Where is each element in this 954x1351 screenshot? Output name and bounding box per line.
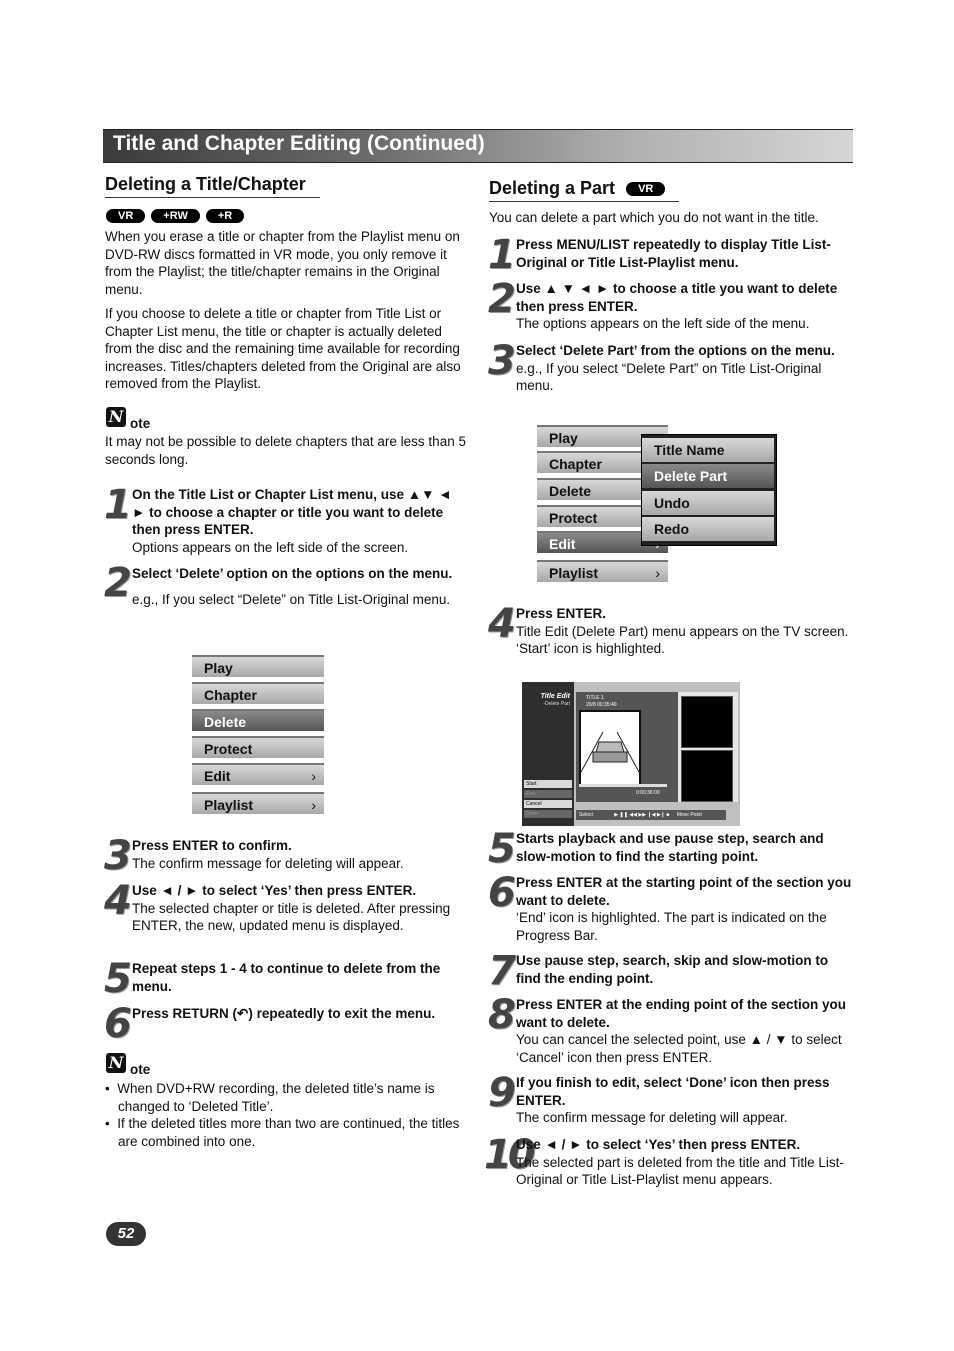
transport-icons: ▶ ❚❚ ◀◀ ▶▶ ❙◀ ▶❙ ■ bbox=[614, 812, 670, 818]
step-number: 4 bbox=[104, 878, 128, 924]
screen-end-button: End bbox=[524, 790, 572, 798]
submenu-item-undo: Undo bbox=[642, 491, 774, 515]
left-step-4: Use ◄ / ► to select ‘Yes’ then press ENTER. The selected chapter or title is deleted. After pressing ENTER, the new, updated menu is displayed. bbox=[132, 883, 451, 933]
right-step-3: Select ‘Delete Part’ from the options on the menu. e.g., If you select “Delete Part” on Title List-Original menu. bbox=[516, 343, 835, 393]
screen-preview-panel bbox=[576, 692, 692, 802]
menu-item-protect: Protect bbox=[192, 736, 324, 758]
left-step-5: Repeat steps 1 - 4 to continue to delete from the menu. bbox=[132, 961, 441, 994]
step-number: 3 bbox=[488, 338, 512, 384]
badge-plus-r: +R bbox=[206, 209, 244, 223]
step-number: 2 bbox=[104, 560, 128, 606]
note2-item: • When DVD+RW recording, the deleted title’s name is changed to ‘Deleted Title’. bbox=[105, 1081, 435, 1114]
step-number: 1 bbox=[104, 482, 128, 528]
left-heading: Deleting a Title/Chapter bbox=[105, 174, 320, 198]
menu-item-play: Play bbox=[537, 425, 668, 447]
right-step-8: Press ENTER at the ending point of the section you want to delete. You can cancel the selected point, use ▲ / ▼ to select ‘Cancel’ icon then press ENTER. bbox=[516, 997, 847, 1065]
step-number: 9 bbox=[488, 1070, 512, 1116]
menu-item-edit: Edit › bbox=[192, 763, 324, 785]
right-step-7: Use pause step, search, skip and slow-motion to find the ending point. bbox=[516, 953, 829, 986]
title-edit-screenshot bbox=[522, 682, 740, 826]
edit-submenu bbox=[641, 434, 777, 546]
page-title: Title and Chapter Editing (Continued) bbox=[113, 132, 485, 155]
menu-item-play: Play bbox=[192, 655, 324, 677]
right-step-6: Press ENTER at the starting point of the section you want to delete. ‘End’ icon is highlighted. The part is indicated on the Progress Bar. bbox=[516, 875, 852, 943]
step-number: 3 bbox=[104, 833, 128, 879]
right-heading: Deleting a Part VR bbox=[489, 178, 679, 202]
screen-start-button: Start bbox=[524, 780, 572, 788]
note2-list bbox=[105, 1080, 469, 1150]
right-step-10: Use ◄ / ► to select ‘Yes’ then press ENTER. The selected part is deleted from the title and Title List-Original or Title List-Playlist menu appears. bbox=[516, 1137, 844, 1187]
left-menu-screenshot bbox=[192, 655, 324, 817]
step-number: 2 bbox=[488, 276, 512, 322]
note2-label: ote bbox=[130, 1062, 151, 1077]
menu-item-delete: Delete bbox=[192, 709, 324, 731]
menu-item-protect: Protect bbox=[537, 505, 668, 527]
step-number: 7 bbox=[488, 948, 512, 994]
screen-hint-bar: Select ▶ ❚❚ ◀◀ ▶▶ ❙◀ ▶❙ ■ Move Point bbox=[576, 810, 726, 820]
screen-subtitle: -Delete Part bbox=[543, 701, 570, 707]
badge-vr: VR bbox=[626, 182, 665, 196]
submenu-item-delete-part: Delete Part bbox=[642, 464, 774, 488]
right-menu-screenshot bbox=[537, 423, 777, 585]
step-number: 6 bbox=[488, 870, 512, 916]
right-step-4: Press ENTER. Title Edit (Delete Part) menu appears on the TV screen. ‘Start’ icon is highlighted. bbox=[516, 606, 849, 656]
section-title-bar bbox=[103, 129, 853, 163]
badge-plus-rw: +RW bbox=[151, 209, 200, 223]
chevron-right-icon: › bbox=[655, 565, 660, 581]
car-image bbox=[581, 712, 639, 784]
left-para2: If you choose to delete a title or chapter from Title List or Chapter List menu, the title or chapter is actually deleted from the disc and the remaining time available for recording increases. Titles/chapters deleted from the Original are also removed from the Playlist. bbox=[105, 306, 461, 391]
submenu-item-title-name: Title Name bbox=[642, 438, 774, 462]
screen-thumbnails bbox=[678, 692, 738, 802]
note2-item: • If the deleted titles more than two are continued, the titles are combined into one. bbox=[105, 1116, 460, 1149]
right-step-5: Starts playback and use pause step, search and slow-motion to find the starting point. bbox=[516, 831, 824, 864]
note1-text: It may not be possible to delete chapters that are less than 5 seconds long. bbox=[105, 434, 466, 467]
chevron-right-icon: › bbox=[311, 768, 316, 784]
left-step-3: Press ENTER to confirm. The confirm message for deleting will appear. bbox=[132, 838, 404, 871]
step-number: 5 bbox=[488, 826, 512, 872]
menu-item-playlist: Playlist › bbox=[192, 792, 324, 814]
page-number: 52 bbox=[106, 1222, 146, 1246]
right-intro: You can delete a part which you do not want in the title. bbox=[489, 210, 819, 225]
note1-label: ote bbox=[130, 416, 151, 431]
left-step-6: Press RETURN (↶) repeatedly to exit the menu. bbox=[132, 1006, 436, 1021]
step-number: 10 bbox=[484, 1132, 532, 1178]
note-icon: N bbox=[106, 1053, 126, 1073]
screen-clip-title: TITLE 1 bbox=[586, 695, 604, 701]
note-icon: N bbox=[106, 407, 126, 427]
right-step-1: Press MENU/LIST repeatedly to display Title List-Original or Title List-Playlist menu. bbox=[516, 237, 831, 270]
menu-item-edit: Edit bbox=[537, 531, 668, 553]
chevron-right-icon: › bbox=[311, 797, 316, 813]
badge-vr: VR bbox=[106, 209, 145, 223]
left-para1: When you erase a title or chapter from the Playlist menu on DVD-RW discs formatted in VR mode, you only remove it from the Playlist; the title/chapter remains in the Original menu. bbox=[105, 229, 460, 297]
screen-done-button: Done bbox=[524, 810, 572, 818]
screen-clip-info: 20/8 00:35:40 bbox=[586, 702, 617, 708]
left-badges bbox=[106, 206, 250, 224]
screen-cancel-button: Cancel bbox=[524, 800, 572, 808]
step-number: 8 bbox=[488, 992, 512, 1038]
menu-item-chapter: Chapter bbox=[537, 451, 668, 473]
step-number: 4 bbox=[488, 601, 512, 647]
screen-title: Title Edit bbox=[540, 693, 570, 700]
screen-progress-bar bbox=[579, 784, 667, 787]
right-step-9: If you finish to edit, select ‘Done’ icon then press ENTER. The confirm message for deleting will appear. bbox=[516, 1075, 830, 1125]
right-step-2: Use ▲ ▼ ◄ ► to choose a title you want to delete then press ENTER. The options appears on the left side of the menu. bbox=[516, 281, 838, 331]
thumbnail-end bbox=[681, 750, 733, 802]
menu-item-delete: Delete bbox=[537, 478, 668, 500]
screen-sidebar bbox=[522, 682, 574, 826]
menu-item-chapter: Chapter bbox=[192, 682, 324, 704]
step-number: 6 bbox=[104, 1001, 128, 1047]
step-number: 5 bbox=[104, 956, 128, 1002]
step-number: 1 bbox=[488, 232, 512, 278]
left-step-1: On the Title List or Chapter List menu, use ▲▼ ◄ ► to choose a chapter or title you want to delete then press ENTER. Options appears on the left side of the screen. bbox=[132, 487, 452, 555]
screen-time: 0:00:36:00 bbox=[636, 790, 660, 796]
submenu-item-redo: Redo bbox=[642, 517, 774, 541]
left-step-2: Select ‘Delete’ option on the options on the menu. e.g., If you select “Delete” on Title List-Original menu. bbox=[132, 566, 453, 607]
thumbnail-start bbox=[681, 696, 733, 748]
menu-item-playlist: Playlist › bbox=[537, 560, 668, 582]
screen-video-frame bbox=[579, 710, 641, 786]
